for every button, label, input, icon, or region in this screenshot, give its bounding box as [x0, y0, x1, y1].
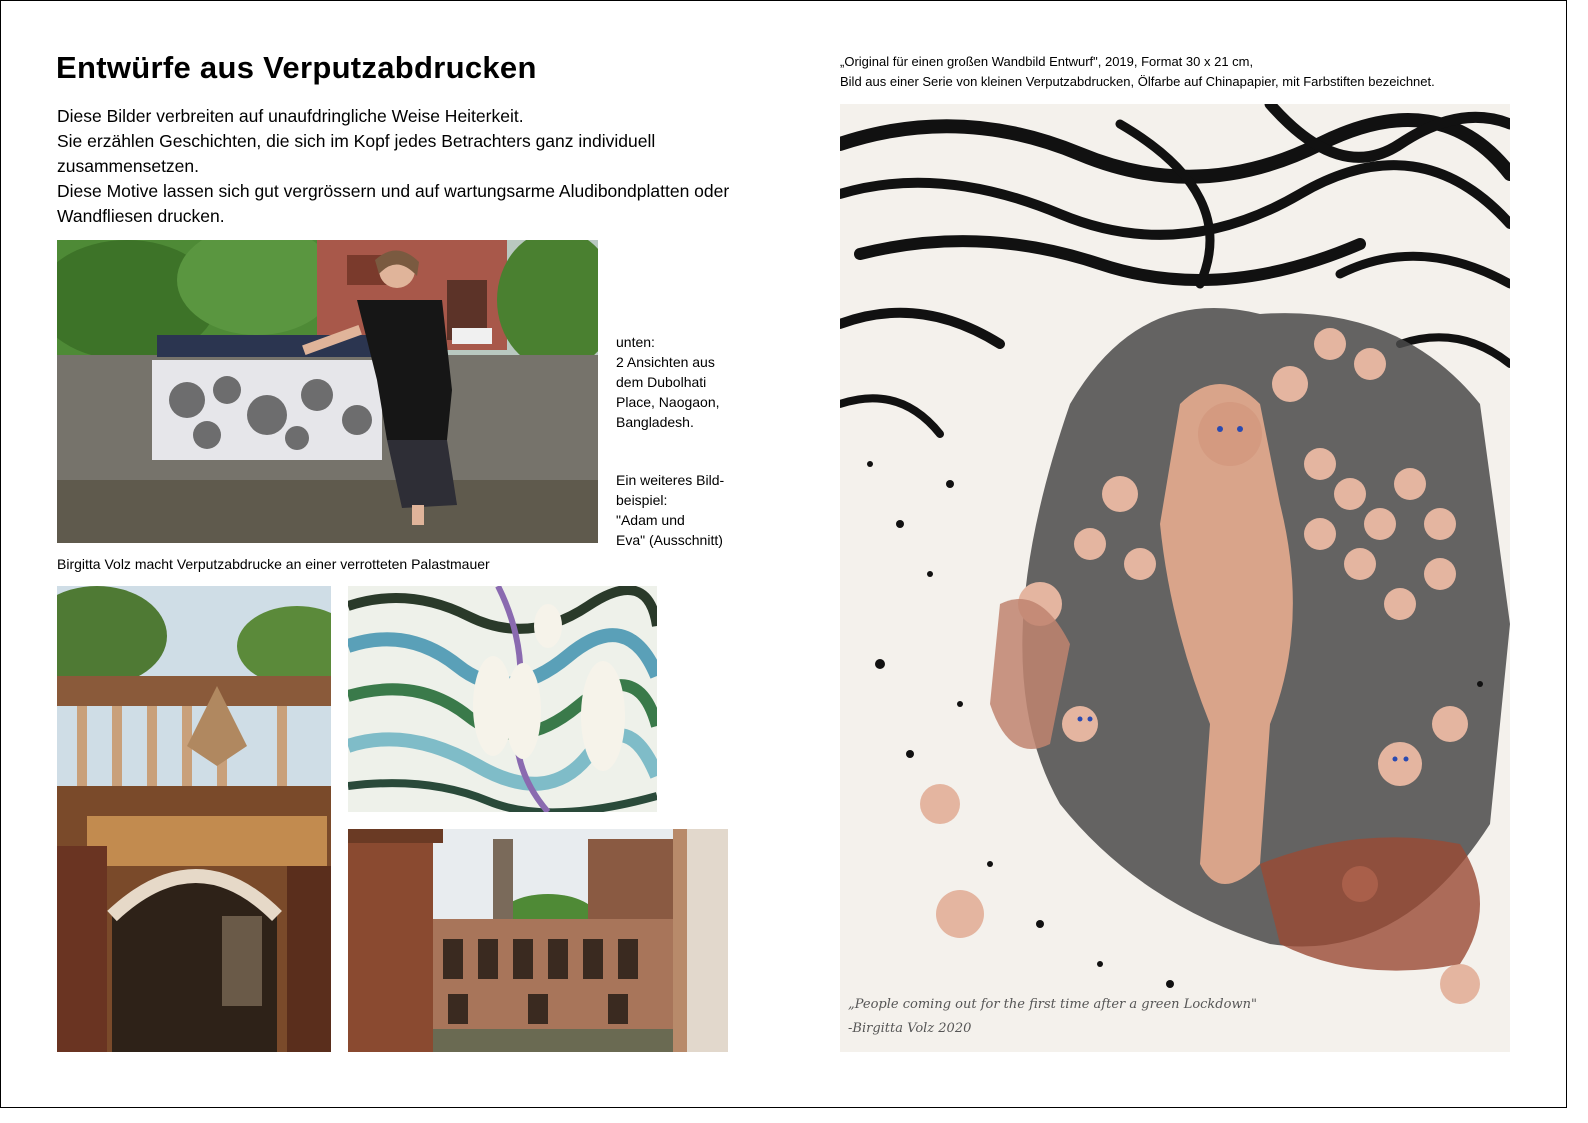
side-caption-line: Eva" (Ausschnitt)	[616, 532, 723, 548]
side-caption-line: dem Dubolhati	[616, 374, 707, 390]
artwork-caption-line-2: Bild aus einer Serie von kleinen Verputzabdrucken, Ölfarbe auf Chinapapier, mit Farbstiften bezeichnet.	[840, 74, 1435, 89]
photo-artist-at-wall	[57, 240, 598, 543]
side-caption-line: Ein weiteres Bild-	[616, 472, 725, 488]
photo-caption: Birgitta Volz macht Verputzabdrucke an einer verrotteten Palastmauer	[57, 556, 490, 572]
side-caption	[616, 332, 746, 550]
side-caption-line: unten:	[616, 334, 655, 350]
side-caption-line: 2 Ansichten aus	[616, 354, 715, 370]
image-adam-eva-detail	[348, 586, 657, 812]
side-caption-line: beispiel:	[616, 492, 668, 508]
intro-text	[57, 104, 757, 229]
side-caption-line: Place, Naogaon,	[616, 394, 720, 410]
artwork-caption-line-1: „Original für einen großen Wandbild Entwurf", 2019, Format 30 x 21 cm,	[840, 54, 1254, 69]
artwork-plaster-print	[840, 104, 1510, 1052]
photo-palace-ruins	[348, 829, 728, 1052]
intro-line-2: Sie erzählen Geschichten, die sich im Kopf jedes Betrachters ganz individuell zusammensetzen.	[57, 131, 656, 176]
page-title: Entwürfe aus Verputzabdrucken	[56, 50, 537, 85]
intro-line-3: Diese Motive lassen sich gut vergrössern und auf wartungsarme Aludibondplatten oder Wandfliesen drucken.	[57, 181, 730, 226]
side-caption-line: "Adam und	[616, 512, 685, 528]
artwork-caption	[840, 52, 1435, 92]
artwork-inscription-line-1: „People coming out for the first time after a green Lockdown"	[848, 997, 1257, 1012]
artwork-inscription-line-2: -Birgitta Volz 2020	[848, 1021, 972, 1036]
intro-line-1: Diese Bilder verbreiten auf unaufdringliche Weise Heiterkeit.	[57, 106, 524, 126]
side-caption-line: Bangladesh.	[616, 414, 694, 430]
photo-palace-arch	[57, 586, 331, 1052]
